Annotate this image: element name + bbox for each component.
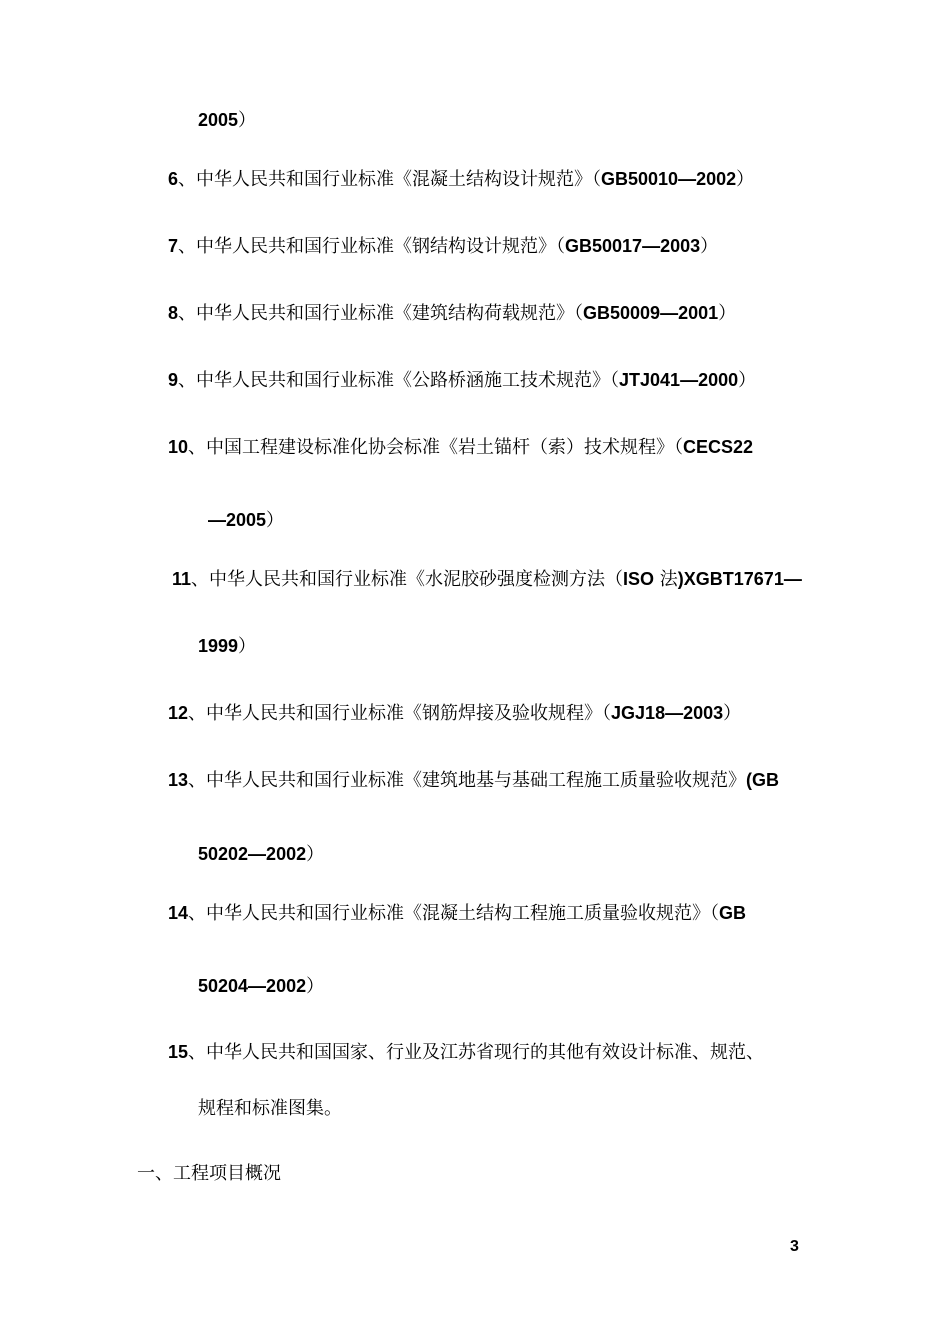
standard-code: 2005 (198, 110, 239, 130)
item-text: 中华人民共和国行业标准《水泥胶砂强度检测方法（ (209, 569, 624, 590)
list-item-7 (168, 235, 718, 258)
item-separator: 、 (178, 236, 197, 257)
list-item-10 (168, 436, 753, 459)
item-number: 6 (168, 169, 179, 189)
method-suffix: 法 (654, 569, 678, 590)
item-number: 10 (168, 437, 189, 457)
item-number: 11 (172, 569, 192, 589)
item-text: 中华人民共和国行业标准《钢筋焊接及验收规程》（ (206, 703, 612, 724)
item-text: 中华人民共和国行业标准《建筑结构荷载规范》（ (196, 303, 584, 324)
closing-paren: ） (306, 844, 325, 865)
closing-paren: ） (736, 169, 755, 190)
standard-code: )XGBT17671— (677, 569, 802, 589)
standard-code: CECS22 (683, 437, 754, 457)
list-item-13 (168, 769, 779, 792)
item-separator: 、 (188, 770, 207, 791)
list-item-15-continuation (198, 1098, 342, 1120)
item-separator: 、 (188, 437, 207, 458)
list-item-9 (168, 369, 756, 392)
item-separator: 、 (188, 903, 207, 924)
list-item-8 (168, 302, 736, 325)
item-number: 13 (168, 770, 189, 790)
closing-paren: ） (238, 110, 257, 131)
closing-paren: ） (723, 703, 742, 724)
item-text: 中华人民共和国国家、行业及江苏省现行的其他有效设计标准、规范、 (206, 1042, 765, 1063)
standard-code: 1999 (198, 636, 239, 656)
item-separator: 、 (178, 370, 197, 391)
item-number: 7 (168, 236, 179, 256)
list-item-14 (168, 902, 746, 925)
section-heading (137, 1163, 281, 1185)
item-text: 中国工程建设标准化协会标准《岩土锚杆（索）技术规程》（ (206, 437, 684, 458)
standard-code: 50202—2002 (198, 844, 307, 864)
closing-paren: ） (306, 976, 325, 997)
item-number: 12 (168, 703, 189, 723)
standard-code: GB50009—2001 (583, 303, 719, 323)
standard-code: JTJ041—2000 (619, 370, 739, 390)
item-text: 中华人民共和国行业标准《混凝土结构设计规范》（ (196, 169, 602, 190)
item-separator: 、 (178, 303, 197, 324)
item-separator: 、 (188, 703, 207, 724)
item-separator: 、 (178, 169, 197, 190)
continued-code-line (198, 109, 256, 132)
item-number: 14 (168, 903, 189, 923)
standard-code: GB50017—2003 (565, 236, 701, 256)
list-item-11 (172, 568, 802, 591)
standard-code: —2005 (208, 510, 267, 530)
closing-paren: ） (238, 636, 257, 657)
item-number: 8 (168, 303, 179, 323)
closing-paren: ） (266, 510, 285, 531)
item-separator: 、 (191, 569, 210, 590)
item-text: 中华人民共和国行业标准《钢结构设计规范》（ (196, 236, 566, 257)
standard-code: (GB (746, 770, 780, 790)
standard-code: 50204—2002 (198, 976, 307, 996)
closing-paren: ） (738, 370, 757, 391)
list-item-12 (168, 702, 741, 725)
item-text: 中华人民共和国行业标准《建筑地基与基础工程施工质量验收规范》 (206, 770, 747, 791)
closing-paren: ） (700, 236, 719, 257)
section-heading-text: 一、工程项目概况 (137, 1163, 281, 1184)
list-item-13-continuation (198, 843, 324, 866)
item-number: 15 (168, 1042, 189, 1062)
closing-paren: ） (718, 303, 737, 324)
item-text: 规程和标准图集。 (198, 1098, 342, 1119)
page-number: 3 (790, 1238, 799, 1255)
standard-code: JGJ18—2003 (611, 703, 724, 723)
list-item-6 (168, 168, 754, 191)
list-item-10-continuation (208, 509, 284, 532)
item-number: 9 (168, 370, 179, 390)
list-item-11-continuation (198, 635, 256, 658)
list-item-14-continuation (198, 975, 324, 998)
standard-code: GB50010—2002 (601, 169, 737, 189)
item-text: 中华人民共和国行业标准《公路桥涵施工技术规范》（ (196, 370, 620, 391)
standard-code: GB (719, 903, 747, 923)
method-code: ISO (623, 569, 655, 589)
item-separator: 、 (188, 1042, 207, 1063)
item-text: 中华人民共和国行业标准《混凝土结构工程施工质量验收规范》（ (206, 903, 720, 924)
list-item-15 (168, 1041, 764, 1064)
